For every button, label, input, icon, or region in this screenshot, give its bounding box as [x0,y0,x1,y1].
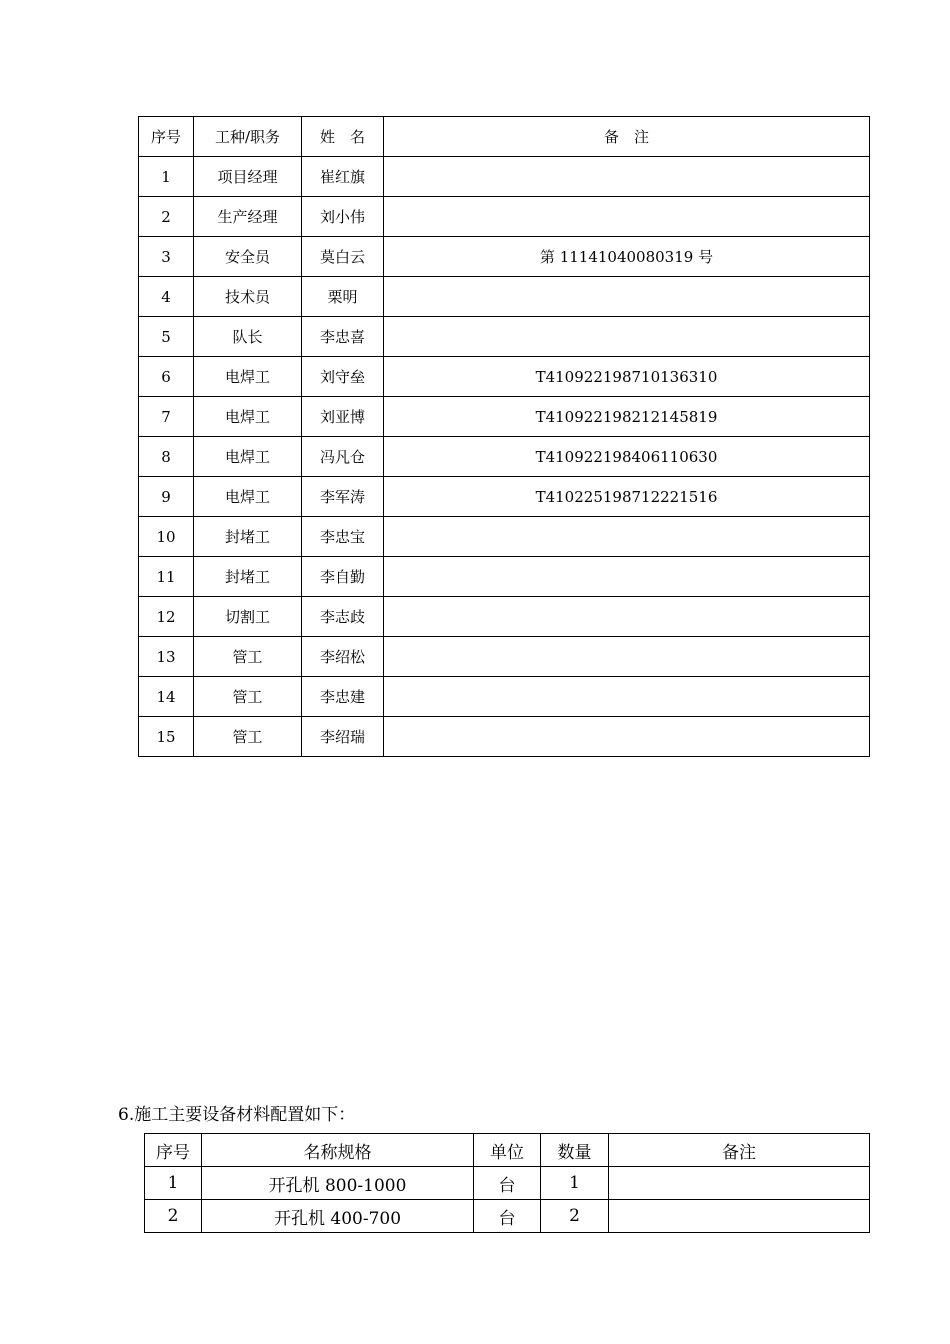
cell-index: 4 [139,277,194,317]
cell-job-title: 封堵工 [194,557,302,597]
table-row [139,357,870,397]
cell-job-title: 电焊工 [194,437,302,477]
table-row [139,197,870,237]
table-row [139,237,870,277]
cell-index: 7 [139,397,194,437]
cell-name: 刘守垒 [302,357,384,397]
header-index: 序号 [145,1134,202,1167]
cell-index: 12 [139,597,194,637]
cell-index: 11 [139,557,194,597]
cell-name: 李军涛 [302,477,384,517]
table-row [139,317,870,357]
cell-job-title: 管工 [194,717,302,757]
table-row [139,717,870,757]
cell-remarks: T410922198406110630 [384,437,870,477]
cell-remarks: 第 11141040080319 号 [384,237,870,277]
cell-unit: 台 [474,1200,541,1233]
cell-quantity: 2 [541,1200,609,1233]
cell-job-title: 电焊工 [194,357,302,397]
cell-name: 李绍瑞 [302,717,384,757]
header-job-title: 工种/职务 [194,117,302,157]
equipment-table [144,1133,870,1233]
cell-job-title: 项目经理 [194,157,302,197]
table-row [139,677,870,717]
header-remarks: 备注 [609,1134,870,1167]
cell-job-title: 电焊工 [194,397,302,437]
cell-name: 李绍松 [302,637,384,677]
cell-job-title: 生产经理 [194,197,302,237]
cell-name: 莫白云 [302,237,384,277]
cell-index: 2 [145,1200,202,1233]
header-unit: 单位 [474,1134,541,1167]
cell-remarks [384,157,870,197]
cell-index: 5 [139,317,194,357]
cell-index: 3 [139,237,194,277]
header-item-spec: 名称规格 [202,1134,474,1167]
cell-remarks: T410922198710136310 [384,357,870,397]
cell-remarks [384,197,870,237]
cell-remarks: T410922198212145819 [384,397,870,437]
table-row [139,557,870,597]
cell-name: 栗明 [302,277,384,317]
staff-table-header-row [139,117,870,157]
cell-job-title: 封堵工 [194,517,302,557]
cell-remarks [609,1200,870,1233]
table-row [139,397,870,437]
cell-remarks [384,517,870,557]
cell-index: 6 [139,357,194,397]
cell-index: 14 [139,677,194,717]
cell-name: 冯凡仓 [302,437,384,477]
cell-name: 刘亚博 [302,397,384,437]
cell-item-spec: 开孔机 800-1000 [202,1167,474,1200]
table-row [139,477,870,517]
equipment-table-header-row [145,1134,870,1167]
cell-name: 李忠喜 [302,317,384,357]
cell-name: 刘小伟 [302,197,384,237]
header-name: 姓 名 [302,117,384,157]
cell-remarks [384,637,870,677]
cell-remarks [384,597,870,637]
staff-table [138,116,870,757]
cell-job-title: 管工 [194,637,302,677]
table-row [145,1167,870,1200]
cell-remarks: T410225198712221516 [384,477,870,517]
cell-remarks [609,1167,870,1200]
table-row [139,157,870,197]
cell-index: 13 [139,637,194,677]
cell-remarks [384,557,870,597]
cell-job-title: 电焊工 [194,477,302,517]
cell-remarks [384,277,870,317]
section-heading: 6.施工主要设备材料配置如下： [118,1105,356,1125]
cell-index: 1 [139,157,194,197]
cell-remarks [384,677,870,717]
cell-index: 1 [145,1167,202,1200]
cell-name: 李自勤 [302,557,384,597]
cell-quantity: 1 [541,1167,609,1200]
table-row [139,437,870,477]
cell-job-title: 队长 [194,317,302,357]
cell-item-spec: 开孔机 400-700 [202,1200,474,1233]
cell-job-title: 管工 [194,677,302,717]
cell-job-title: 安全员 [194,237,302,277]
cell-unit: 台 [474,1167,541,1200]
cell-index: 2 [139,197,194,237]
table-row [139,277,870,317]
cell-index: 8 [139,437,194,477]
cell-remarks [384,717,870,757]
cell-name: 崔红旗 [302,157,384,197]
table-row [145,1200,870,1233]
cell-name: 李忠宝 [302,517,384,557]
cell-index: 9 [139,477,194,517]
cell-name: 李志歧 [302,597,384,637]
cell-remarks [384,317,870,357]
cell-index: 10 [139,517,194,557]
header-remarks: 备 注 [384,117,870,157]
header-quantity: 数量 [541,1134,609,1167]
table-row [139,637,870,677]
cell-job-title: 技术员 [194,277,302,317]
cell-name: 李忠建 [302,677,384,717]
table-row [139,517,870,557]
cell-job-title: 切割工 [194,597,302,637]
header-index: 序号 [139,117,194,157]
cell-index: 15 [139,717,194,757]
table-row [139,597,870,637]
